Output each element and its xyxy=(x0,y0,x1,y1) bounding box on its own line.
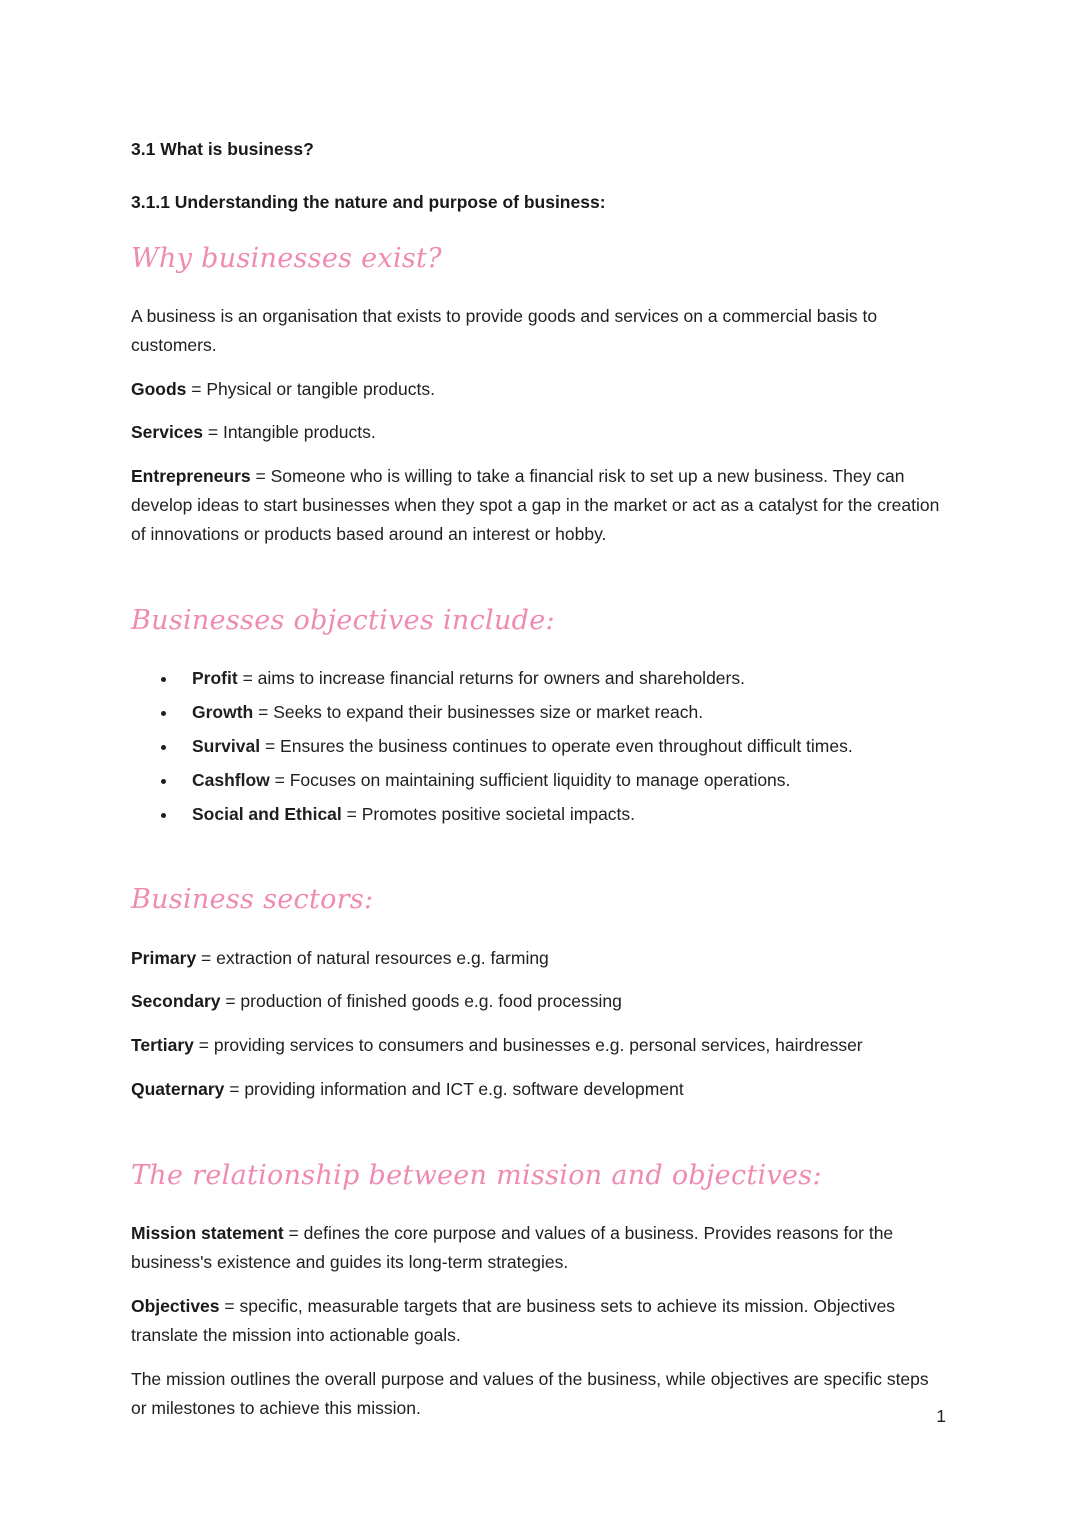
definition-quaternary-text: = providing information and ICT e.g. software development xyxy=(224,1079,684,1100)
term-cashflow: Cashflow xyxy=(192,769,270,790)
heading-mission-objectives: The relationship between mission and objectives: xyxy=(131,1160,822,1192)
definition-growth-text: = Seeks to expand their businesses size or market reach. xyxy=(253,701,704,722)
paragraph-mission-summary: The mission outlines the overall purpose and values of the business, while objectives are specific steps or milestones to achieve this mission. xyxy=(131,1368,929,1418)
definition-entrepreneurs xyxy=(131,462,948,549)
term-growth: Growth xyxy=(192,701,254,722)
definition-objectives-text: = specific, measurable targets that are business sets to achieve its mission. Objectives translate the mission into actionable goals. xyxy=(131,1295,896,1345)
term-services: Services xyxy=(131,422,204,443)
term-entrepreneurs: Entrepreneurs xyxy=(131,466,251,487)
subsection-number-heading: 3.1.1 Understanding the nature and purpose of business: xyxy=(131,191,606,212)
definition-tertiary xyxy=(131,1031,948,1060)
term-primary: Primary xyxy=(131,947,197,968)
term-goods: Goods xyxy=(131,378,187,399)
heading-business-sectors: Business sectors: xyxy=(131,884,374,916)
heading-business-objectives: Businesses objectives include: xyxy=(131,604,555,636)
definition-quaternary xyxy=(131,1075,948,1104)
definition-profit-text: = aims to increase financial returns for owners and shareholders. xyxy=(237,668,745,689)
definition-mission-statement-text: = defines the core purpose and values of a business. Provides reasons for the business's existence and guides its long-term strategies. xyxy=(131,1223,894,1272)
list-item-social-ethical xyxy=(178,800,948,829)
section-number-heading: 3.1 What is business? xyxy=(131,139,314,159)
definition-entrepreneurs-text: = Someone who is willing to take a financial risk to set up a new business. They can develop ideas to start businesses when they spot a gap in the market or act as a catalyst for the creation of innovations or products based around an interest or hobby. xyxy=(131,466,940,545)
page-number: 1 xyxy=(936,1406,946,1427)
term-profit: Profit xyxy=(192,668,238,689)
list-item-profit xyxy=(178,664,948,693)
list-item-growth xyxy=(178,698,948,727)
definition-primary-text: = extraction of natural resources e.g. farming xyxy=(196,947,549,968)
definition-services-text: = Intangible products. xyxy=(203,422,376,443)
term-tertiary: Tertiary xyxy=(131,1035,194,1056)
term-survival: Survival xyxy=(192,735,261,756)
definition-objectives xyxy=(131,1292,948,1350)
term-objectives: Objectives xyxy=(131,1295,220,1316)
term-social-ethical: Social and Ethical xyxy=(192,803,342,824)
definition-tertiary-text: = providing services to consumers and businesses e.g. personal services, hairdresser xyxy=(193,1035,863,1056)
definition-secondary xyxy=(131,987,948,1016)
definition-survival-text: = Ensures the business continues to operate even throughout difficult times. xyxy=(260,735,853,756)
definition-cashflow-text: = Focuses on maintaining sufficient liquidity to manage operations. xyxy=(269,769,791,790)
definition-social-ethical-text: = Promotes positive societal impacts. xyxy=(341,803,636,824)
definition-goods xyxy=(131,375,948,404)
term-mission-statement: Mission statement xyxy=(131,1223,284,1244)
definition-goods-text: = Physical or tangible products. xyxy=(186,378,435,399)
definition-mission-statement xyxy=(131,1219,948,1277)
heading-why-businesses-exist: Why businesses exist? xyxy=(131,242,442,274)
definition-secondary-text: = production of finished goods e.g. food processing xyxy=(220,991,622,1012)
term-quaternary: Quaternary xyxy=(131,1079,225,1100)
paragraph-business-definition: A business is an organisation that exists to provide goods and services on a commercial basis to customers. xyxy=(131,305,878,355)
objectives-list xyxy=(131,664,948,828)
definition-primary xyxy=(131,944,948,973)
term-secondary: Secondary xyxy=(131,991,221,1012)
list-item-cashflow xyxy=(178,766,948,795)
list-item-survival xyxy=(178,732,948,761)
definition-services xyxy=(131,418,948,447)
